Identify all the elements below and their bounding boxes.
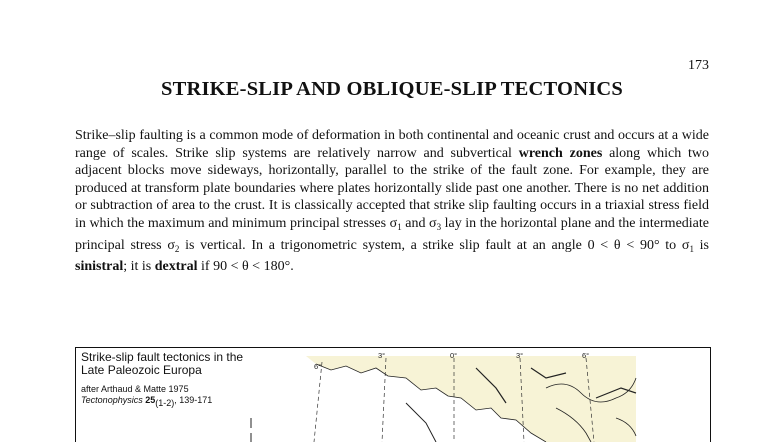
- land-area: [306, 356, 636, 442]
- fault-line: [406, 403, 436, 442]
- figure-credit: [81, 384, 212, 408]
- longitude-label: 0°: [450, 351, 458, 360]
- longitude-label: 3°: [516, 351, 524, 360]
- page-title: STRIKE-SLIP AND OBLIQUE-SLIP TECTONICS: [161, 78, 623, 100]
- term-dextral: dextral: [154, 259, 198, 275]
- sigma-symbol: σ: [389, 215, 398, 231]
- subscript: 1: [397, 221, 402, 232]
- credit-issue: (1-2): [155, 397, 175, 408]
- text-segment: ; it is: [123, 259, 155, 275]
- credit-citation: [81, 395, 212, 409]
- text-segment: Strike–slip faulting is a common mode of deformation in both continental and oceanic crust and occurs at a wide range of scales. Strike slip systems are relatively narrow and subvertical: [75, 128, 709, 161]
- longitude-label: 6°: [582, 351, 590, 360]
- subscript: 3: [436, 221, 442, 232]
- figure-caption: [81, 351, 243, 376]
- sigma-symbol: σ: [681, 237, 690, 253]
- credit-volume: 25: [142, 394, 156, 405]
- caption-line: Strike-slip fault tectonics in the: [81, 350, 244, 364]
- longitude-label: 3°: [378, 351, 386, 360]
- term-wrench-zones: wrench zones: [518, 145, 603, 161]
- sigma-symbol: σ: [167, 237, 175, 253]
- text-segment: .: [290, 259, 294, 275]
- figure-map: [75, 347, 711, 442]
- subscript: 2: [174, 243, 180, 254]
- meridian: [314, 362, 322, 442]
- text-segment: is: [693, 237, 709, 253]
- longitude-label: 6°: [314, 362, 322, 371]
- subscript: 1: [689, 243, 694, 254]
- text-segment: to: [659, 237, 682, 253]
- text-segment: along which two adjacent blocks move sideways, horizontally, parallel to the strike of the fault zone. For example, they are produced at transform plate boundaries where plates horizontally slide past one another. There is no net addition or subtraction of area to the crust. It is classically accepted that strike slip faulting occurs in a triaxial stress field in which the maximum and minimum principal stresses: [75, 145, 710, 231]
- credit-authors: after Arthaud & Matte 1975: [81, 384, 189, 394]
- text-segment: if: [197, 259, 214, 275]
- term-sinistral: sinistral: [75, 259, 124, 275]
- angle-range-dextral: 90 < θ < 180°: [213, 259, 291, 275]
- page-number: 173: [688, 58, 709, 73]
- text-segment: lay in the horizontal plane and the intermediate principal stress: [75, 215, 709, 253]
- angle-range-sinistral: 0 < θ < 90°: [587, 237, 660, 253]
- sigma-symbol: σ: [429, 215, 437, 231]
- text-segment: is vertical. In a trigonometric system, a strike slip fault at an angle: [179, 237, 588, 253]
- text-segment: and: [401, 215, 430, 231]
- caption-line: Late Paleozoic Europa: [81, 362, 202, 377]
- credit-journal: Tectonophysics: [81, 394, 143, 405]
- body-paragraph: [75, 127, 709, 276]
- credit-pages: , 139-171: [174, 394, 213, 405]
